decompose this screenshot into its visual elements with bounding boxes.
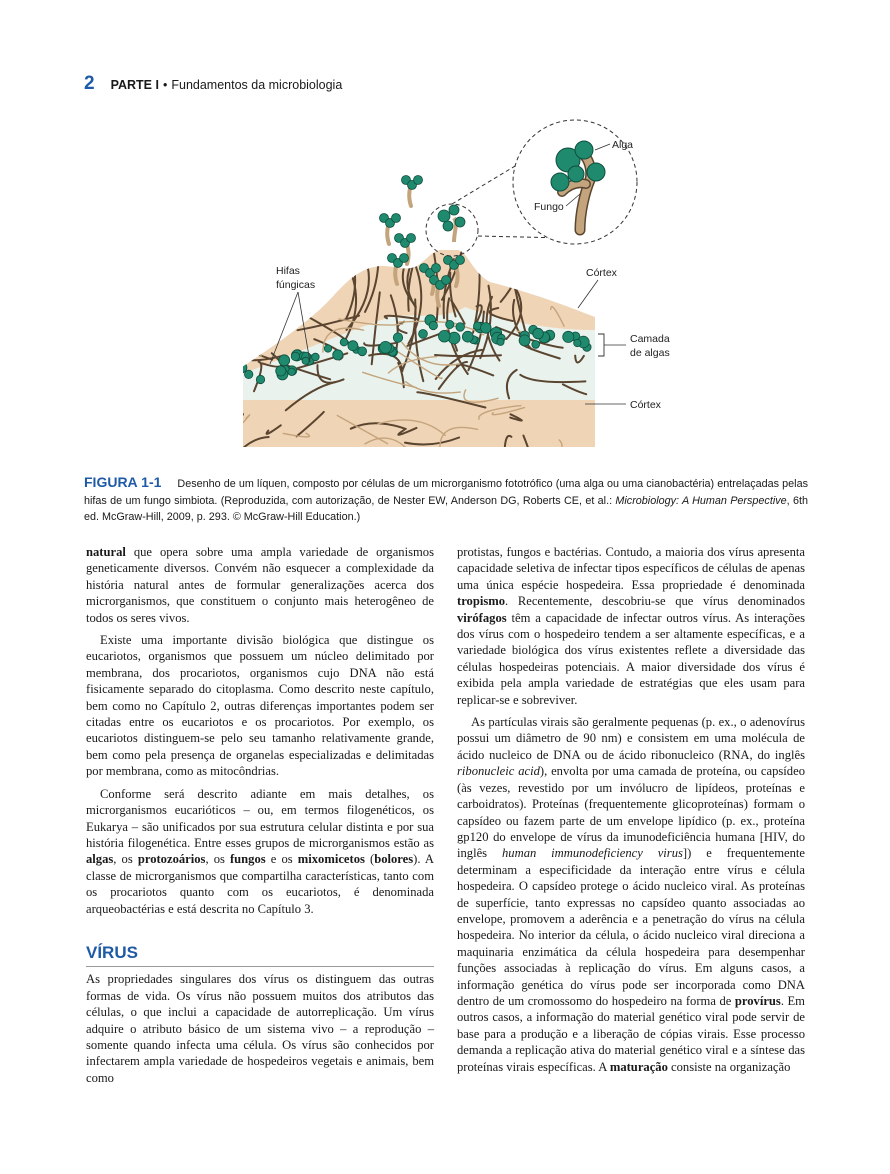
hypha [435,355,501,356]
alga-cell [456,323,465,332]
alga-cell [333,350,343,360]
alga-cell [519,335,530,346]
alga-cell [481,323,492,334]
alga-cell [312,353,320,361]
figure-caption [84,474,808,526]
alga-cell [393,333,402,342]
paragraph: protistas, fungos e bactérias. Contudo, a maioria dos vírus apresenta capacidade seletiva de infectar tipos específicos de células de apenas uma única espécie hospedeira. Essa propriedade é denominada tropismo. Recentemente, descobriu-se que vírus denominados virófagos têm a capacidade de infectar outros vírus. As interações dos vírus com o hospedeiro tendem a ser altamente específicas, e a variedade biológica dos vírus existentes reflete a diversidade das células hospedeiras potenciais. A maior diversidade dos vírus é exibida pela ampla variedade de estratégias que eles usam para replicar-se e sobreviver. [457,545,805,707]
alga-cell [563,331,574,342]
hypha [240,348,241,378]
paragraph: As propriedades singulares dos vírus os distinguem das outras formas de vida. Os vírus não possuem muitos dos atributos das células, o que inclui a capacidade de autorreplicação. Um vírus adquire o atributo básico de um sistema vivo – a reprodução – somente quando infecta uma célula. Os vírus são conhecidos por infectarem ampla variedade de hospedeiros vegetais e animais, bem como [86,972,434,1085]
hypha [240,310,270,322]
caption-text: Desenho de um líquen, composto por células de um microrganismo fototrófico (uma alga ou uma cianobactéria) entrelaçadas pelas hifas de um fungo simbiota. (Reproduzida, com autorização, de Nester EW, Anderson DG, Roberts CE, et al.: Microbiology: A Human Perspective, 6th ed. McGraw-Hill, 2009, p. 293. © McGraw-Hill Education.) [84,478,808,523]
label-hifas-1: Hifas [276,265,300,277]
alga-cell [291,352,299,360]
label-cortex-bottom: Córtex [630,399,661,411]
paragraph: natural que opera sobre uma ampla variedade de organismos geneticamente diversos. Convém não esquecer a complexidade da história natural antes de formular generalizações acerca dos microrganismos, que constituem o conjunto mais heterogêneo de todos os seres vivos. [86,545,434,625]
alga-cell [439,330,451,342]
alga-cell [446,320,454,328]
caption-label: FIGURA 1-1 [84,474,162,490]
alga-cell [245,370,253,378]
part-label: PARTE I [110,78,159,92]
hypha [269,314,282,335]
alga-cell [279,355,290,366]
alga-cell [358,347,367,356]
label-fungo: Fungo [534,201,564,213]
paragraph: Conforme será descrito adiante em mais detalhes, os microrganismos eucarióticos – ou, em termos filogenéticos, os Eukarya – são unificados por sua estrutura celular distinta e por sua história filogenética. Entre esses grupos de microrganismos estão as algas, os protozoários, os fungos e os mixomicetos (bolores). A classe de microrganismos que compartilha características, tanto com os procariotos quanto com os eucariotos, é denominada arqueobactérias e está descrita no Capítulo 3. [86,786,434,916]
alga-cell [532,341,540,349]
section-title: Fundamentos da microbiologia [171,78,343,92]
label-alga: Alga [612,139,634,151]
alga-cell [419,330,428,339]
alga-cell [462,331,473,342]
label-camada-2: de algas [630,347,670,359]
label-camada-1: Camada [630,333,670,345]
page-number: 2 [84,73,95,94]
hypha [260,347,261,357]
alga-cell [324,345,331,352]
alga-cell [533,328,544,339]
right-column [457,544,805,1081]
label-cortex-top: Córtex [586,267,617,279]
alga-cell [276,366,286,376]
alga-cell [256,375,264,383]
soredium [402,176,423,207]
header-separator: • [162,78,168,92]
alga-cell [497,338,504,345]
alga-cell [340,338,348,346]
small-detail-in-circle [438,205,465,242]
paragraph: Existe uma importante divisão biológica que distingue os eucariotos, organismos que possuem um núcleo delimitado por membrana, dos procariotos, organismos cujo DNA não está fisicamente separado do citoplasma. Como descrito neste capítulo, bem como no Capítulo 2, outras diferenças importantes podem ser citadas entre os eucariotos e os procariotos. Por exemplo, os eucariotos distinguem-se pelo seu tamanho relativamente grande, bem como pela presença de organelas especializadas e delimitadas por membrana, como as mitocôndrias. [86,633,434,779]
paragraph: As partículas virais são geralmente pequenas (p. ex., o adenovírus possui um diâmetro de 90 nm) e consistem em uma molécula de ácido nucleico de DNA ou de ácido ribonucleico (RNA, do inglês ribonucleic acid), envolta por uma camada de proteína, ou capsídeo (às vezes, revestido por um invólucro de lipídeos, proteínas e carboidratos). Proteínas (frequentemente glicoproteínas) formam o capsídeo ou fazem parte de um envelope lipídico (p. ex., proteína gp120 do envelope de vírus da imunodeficiência humana [HIV, do inglês human immunodeficiency virus]) e frequentemente determinam a especificidade da interação entre vírus e célula hospedeira. O capsídeo protege o ácido nucleico viral. As proteínas de superfície, tanto expressas no capsídeo quanto associadas ao envelope, promovem a aderência e a penetração do vírus na célula hospedeira. No interior da célula, o ácido nucleico viral direciona a maquinaria enzimática da célula hospedeira para desempenhar funções associadas à replicação do vírus. Em alguns casos, a informação genética do vírus pode ser incorporada como DNA dentro de um cromossomo do hospedeiro na forma de provírus. Em outros casos, a informação do material genético viral pode servir de base para a produção e a liberação de cópias virais. Esse processo demanda a replicação ativa do material genético viral e a síntese das proteínas virais específicas. A maturação consiste na organização [457,715,806,1074]
section-heading-virus: VÍRUS [86,945,434,967]
alga-cell [348,341,358,351]
alga-cell [288,368,295,375]
alga-cell [574,339,581,346]
alga-cell [380,341,392,353]
running-header [84,73,342,97]
alga-cell [429,321,437,329]
lichen-figure [240,112,700,452]
label-hifas-2: fúngicas [276,279,316,291]
left-column [86,544,434,1092]
lower-cortex [240,400,600,447]
hypha [267,319,271,334]
alga-cell [302,357,309,364]
